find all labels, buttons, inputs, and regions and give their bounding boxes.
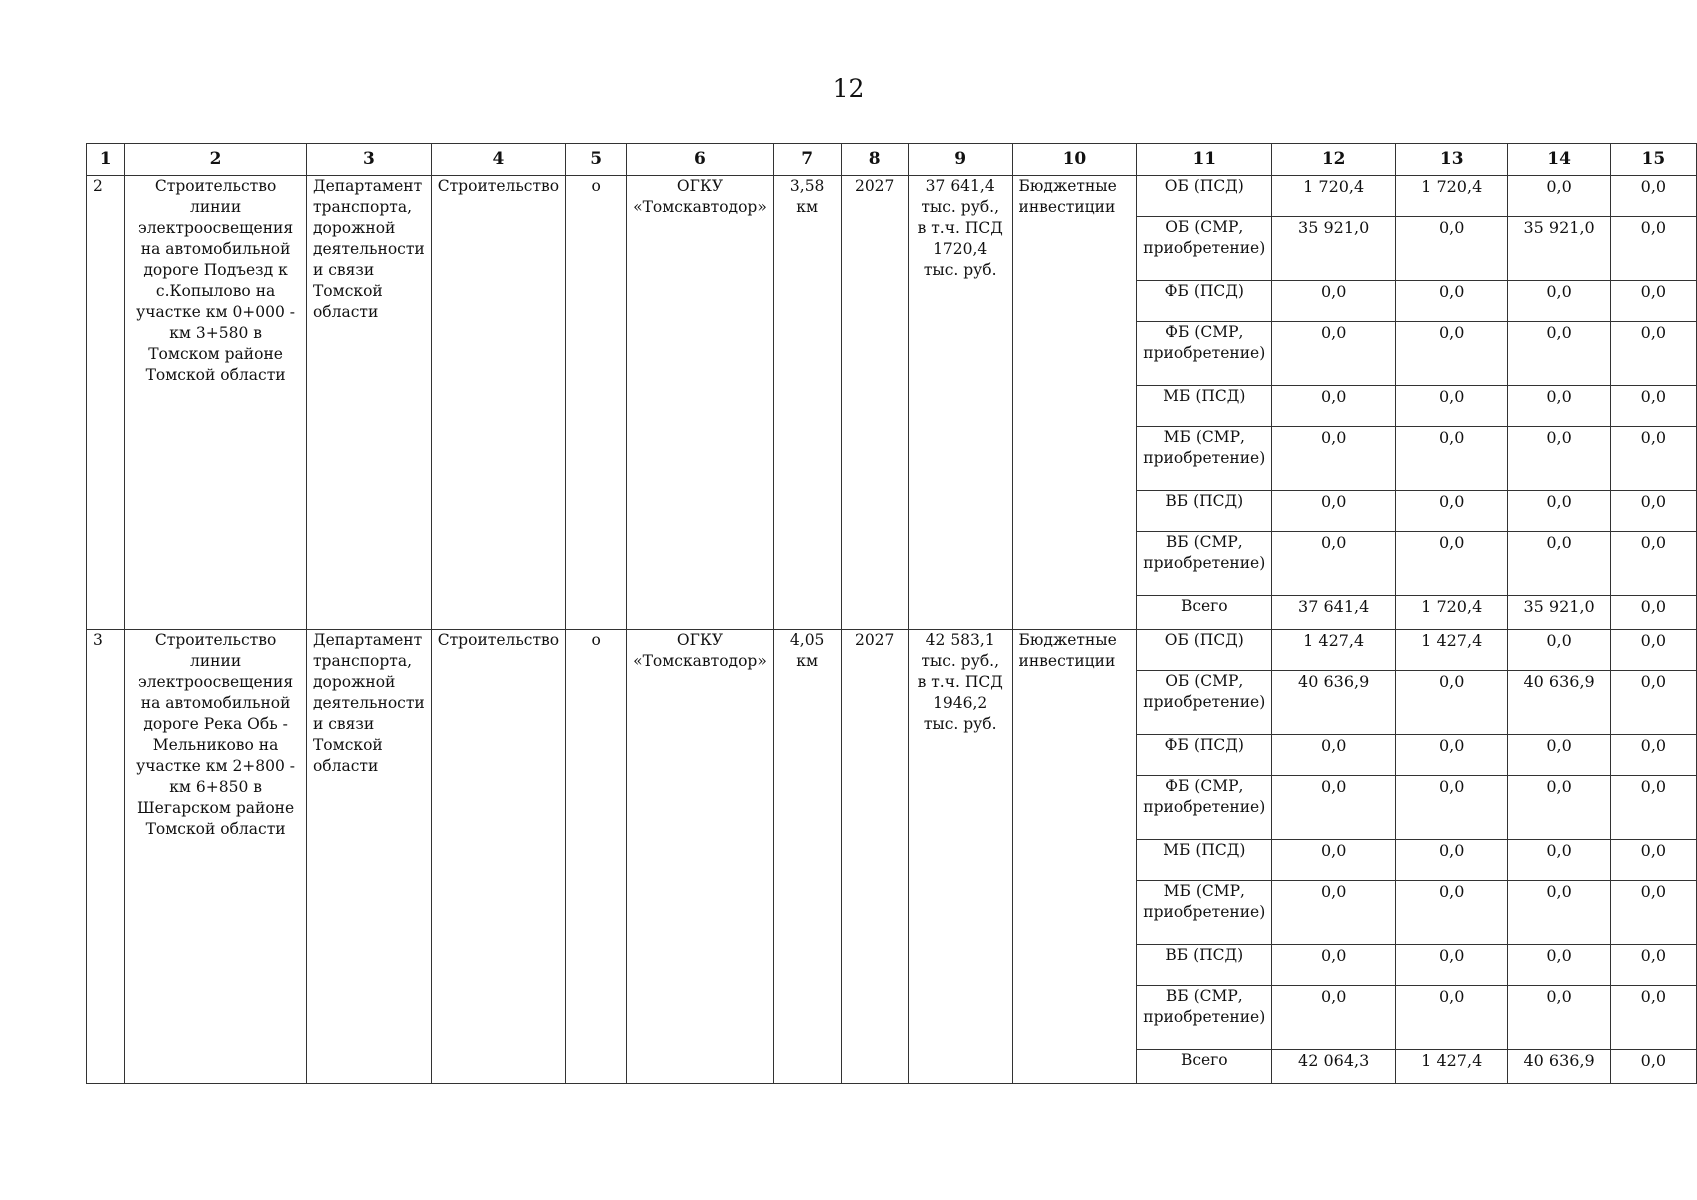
amount-cell-13: 0,0: [1396, 532, 1508, 596]
amount-cell-12: 0,0: [1272, 881, 1396, 945]
column-header: 6: [627, 144, 774, 176]
column-header: 10: [1012, 144, 1137, 176]
amount-cell-14: 0,0: [1508, 322, 1610, 386]
amount-cell-13: 0,0: [1396, 671, 1508, 735]
table-row: [87, 176, 1697, 217]
amount-cell-12: 1 427,4: [1272, 630, 1396, 671]
estimated-cost-cell: 42 583,1 тыс. руб., в т.ч. ПСД 1946,2 тыс. руб.: [908, 630, 1012, 1084]
amount-cell-15: 0,0: [1610, 427, 1696, 491]
amount-cell-13: 0,0: [1396, 427, 1508, 491]
amount-cell-12: 0,0: [1272, 386, 1396, 427]
amount-cell-15: 0,0: [1610, 217, 1696, 281]
amount-cell-13: 1 427,4: [1396, 630, 1508, 671]
amount-cell-15: 0,0: [1610, 945, 1696, 986]
amount-cell-15: 0,0: [1610, 671, 1696, 735]
column-header: 9: [908, 144, 1012, 176]
amount-cell-15: 0,0: [1610, 176, 1696, 217]
funding-source-cell: Всего: [1137, 1050, 1272, 1084]
amount-cell-14: 0,0: [1508, 945, 1610, 986]
completion-year-cell: 2027: [841, 176, 908, 630]
amount-cell-14: 0,0: [1508, 532, 1610, 596]
header-row: [87, 144, 1697, 176]
responsible-department-cell: Департамент транспорта, дорожной деятельности и связи Томской области: [306, 630, 431, 1084]
work-type-cell: Строительство: [431, 630, 565, 1084]
amount-cell-14: 40 636,9: [1508, 671, 1610, 735]
amount-cell-13: 0,0: [1396, 217, 1508, 281]
amount-cell-13: 1 720,4: [1396, 596, 1508, 630]
amount-cell-15: 0,0: [1610, 532, 1696, 596]
funding-source-cell: ФБ (СМР, приобретение): [1137, 322, 1272, 386]
object-number-cell: 2: [87, 176, 125, 630]
amount-cell-14: 0,0: [1508, 881, 1610, 945]
amount-cell-12: 1 720,4: [1272, 176, 1396, 217]
object-name-cell: Строительство линии электроосвещения на автомобильной дороге Река Обь - Мельниково на участке км 2+800 - км 6+850 в Шегарском районе Томской области: [125, 630, 307, 1084]
amount-cell-14: 0,0: [1508, 986, 1610, 1050]
amount-cell-12: 40 636,9: [1272, 671, 1396, 735]
amount-cell-13: 0,0: [1396, 881, 1508, 945]
amount-cell-12: 0,0: [1272, 427, 1396, 491]
column-header: 13: [1396, 144, 1508, 176]
amount-cell-12: 42 064,3: [1272, 1050, 1396, 1084]
capacity-cell: 3,58 км: [773, 176, 841, 630]
amount-cell-12: 0,0: [1272, 840, 1396, 881]
column-header: 7: [773, 144, 841, 176]
amount-cell-12: 37 641,4: [1272, 596, 1396, 630]
amount-cell-15: 0,0: [1610, 386, 1696, 427]
funding-source-cell: ВБ (ПСД): [1137, 945, 1272, 986]
work-type-cell: Строительство: [431, 176, 565, 630]
funding-source-cell: МБ (СМР, приобретение): [1137, 881, 1272, 945]
amount-cell-14: 0,0: [1508, 176, 1610, 217]
funding-source-cell: ВБ (СМР, приобретение): [1137, 986, 1272, 1050]
funding-form-cell: Бюджетные инвестиции: [1012, 630, 1137, 1084]
amount-cell-14: 35 921,0: [1508, 596, 1610, 630]
funding-source-cell: ОБ (СМР, приобретение): [1137, 671, 1272, 735]
funding-source-cell: ОБ (ПСД): [1137, 176, 1272, 217]
column-header: 3: [306, 144, 431, 176]
object-number-cell: 3: [87, 630, 125, 1084]
funding-source-cell: МБ (ПСД): [1137, 386, 1272, 427]
column-header: 12: [1272, 144, 1396, 176]
amount-cell-15: 0,0: [1610, 596, 1696, 630]
amount-cell-15: 0,0: [1610, 1050, 1696, 1084]
column-header: 8: [841, 144, 908, 176]
amount-cell-12: 0,0: [1272, 491, 1396, 532]
amount-cell-14: 0,0: [1508, 840, 1610, 881]
responsible-department-cell: Департамент транспорта, дорожной деятельности и связи Томской области: [306, 176, 431, 630]
amount-cell-13: 1 427,4: [1396, 1050, 1508, 1084]
amount-cell-13: 0,0: [1396, 776, 1508, 840]
customer-cell: ОГКУ «Томскавтодор»: [627, 630, 774, 1084]
funding-source-cell: ФБ (СМР, приобретение): [1137, 776, 1272, 840]
amount-cell-12: 0,0: [1272, 281, 1396, 322]
amount-cell-13: 0,0: [1396, 986, 1508, 1050]
object-status-cell: о: [566, 630, 627, 1084]
column-header: 14: [1508, 144, 1610, 176]
amount-cell-15: 0,0: [1610, 735, 1696, 776]
amount-cell-15: 0,0: [1610, 986, 1696, 1050]
amount-cell-13: 1 720,4: [1396, 176, 1508, 217]
table-row: [87, 630, 1697, 671]
estimated-cost-cell: 37 641,4 тыс. руб., в т.ч. ПСД 1720,4 тыс. руб.: [908, 176, 1012, 630]
object-status-cell: о: [566, 176, 627, 630]
amount-cell-12: 0,0: [1272, 735, 1396, 776]
amount-cell-12: 35 921,0: [1272, 217, 1396, 281]
amount-cell-14: 0,0: [1508, 491, 1610, 532]
amount-cell-14: 0,0: [1508, 427, 1610, 491]
funding-source-cell: МБ (СМР, приобретение): [1137, 427, 1272, 491]
funding-source-cell: ФБ (ПСД): [1137, 735, 1272, 776]
amount-cell-13: 0,0: [1396, 491, 1508, 532]
amount-cell-14: 35 921,0: [1508, 217, 1610, 281]
amount-cell-15: 0,0: [1610, 840, 1696, 881]
object-name-cell: Строительство линии электроосвещения на автомобильной дороге Подъезд к с.Копылово на участке км 0+000 - км 3+580 в Томском районе Томской области: [125, 176, 307, 630]
amount-cell-15: 0,0: [1610, 281, 1696, 322]
amount-cell-13: 0,0: [1396, 735, 1508, 776]
funding-form-cell: Бюджетные инвестиции: [1012, 176, 1137, 630]
amount-cell-12: 0,0: [1272, 986, 1396, 1050]
funding-source-cell: ОБ (ПСД): [1137, 630, 1272, 671]
amount-cell-14: 0,0: [1508, 386, 1610, 427]
funding-source-cell: ВБ (ПСД): [1137, 491, 1272, 532]
amount-cell-12: 0,0: [1272, 532, 1396, 596]
capacity-cell: 4,05 км: [773, 630, 841, 1084]
column-header: 4: [431, 144, 565, 176]
amount-cell-12: 0,0: [1272, 776, 1396, 840]
amount-cell-15: 0,0: [1610, 491, 1696, 532]
amount-cell-15: 0,0: [1610, 322, 1696, 386]
column-header: 11: [1137, 144, 1272, 176]
completion-year-cell: 2027: [841, 630, 908, 1084]
column-header: 2: [125, 144, 307, 176]
investment-table: [86, 143, 1697, 1084]
amount-cell-14: 0,0: [1508, 776, 1610, 840]
funding-source-cell: ВБ (СМР, приобретение): [1137, 532, 1272, 596]
column-header: 1: [87, 144, 125, 176]
amount-cell-14: 40 636,9: [1508, 1050, 1610, 1084]
column-header: 15: [1610, 144, 1696, 176]
amount-cell-13: 0,0: [1396, 840, 1508, 881]
funding-source-cell: ФБ (ПСД): [1137, 281, 1272, 322]
customer-cell: ОГКУ «Томскавтодор»: [627, 176, 774, 630]
amount-cell-15: 0,0: [1610, 630, 1696, 671]
amount-cell-14: 0,0: [1508, 630, 1610, 671]
amount-cell-13: 0,0: [1396, 945, 1508, 986]
funding-source-cell: Всего: [1137, 596, 1272, 630]
amount-cell-12: 0,0: [1272, 322, 1396, 386]
amount-cell-13: 0,0: [1396, 322, 1508, 386]
amount-cell-13: 0,0: [1396, 281, 1508, 322]
amount-cell-15: 0,0: [1610, 881, 1696, 945]
column-header: 5: [566, 144, 627, 176]
amount-cell-15: 0,0: [1610, 776, 1696, 840]
funding-source-cell: ОБ (СМР, приобретение): [1137, 217, 1272, 281]
funding-source-cell: МБ (ПСД): [1137, 840, 1272, 881]
page-number: 12: [832, 74, 865, 103]
amount-cell-13: 0,0: [1396, 386, 1508, 427]
amount-cell-14: 0,0: [1508, 735, 1610, 776]
amount-cell-14: 0,0: [1508, 281, 1610, 322]
amount-cell-12: 0,0: [1272, 945, 1396, 986]
